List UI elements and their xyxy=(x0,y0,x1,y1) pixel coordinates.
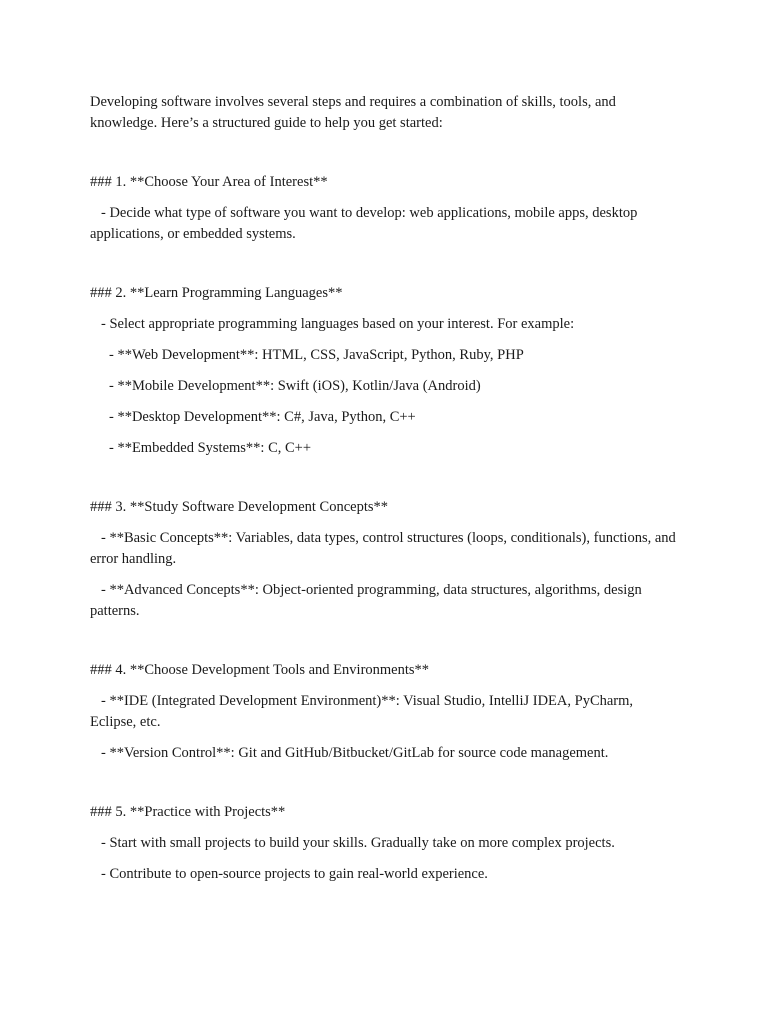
list-item: - **Embedded Systems**: C, C++ xyxy=(109,440,312,456)
section-practice-projects xyxy=(90,802,682,885)
list-item: - **Version Control**: Git and GitHub/Bitbucket/GitLab for source code management. xyxy=(101,745,609,761)
section-heading: ### 3. **Study Software Development Concepts** xyxy=(90,499,389,515)
section-heading: ### 4. **Choose Development Tools and Environments** xyxy=(90,662,430,678)
section-tools-environments xyxy=(90,660,682,764)
section-study-concepts xyxy=(90,497,682,622)
list-item: - Select appropriate programming languages based on your interest. For example: xyxy=(101,316,575,332)
list-item: - Contribute to open-source projects to gain real-world experience. xyxy=(101,866,488,882)
section-heading: ### 5. **Practice with Projects** xyxy=(90,804,286,820)
list-item: - **Web Development**: HTML, CSS, JavaScript, Python, Ruby, PHP xyxy=(109,347,524,363)
list-item: - **Desktop Development**: C#, Java, Python, C++ xyxy=(109,409,416,425)
list-item: - **Basic Concepts**: Variables, data types, control structures (loops, conditionals), functions, and error handling. xyxy=(90,530,676,567)
list-item: - **Advanced Concepts**: Object-oriented programming, data structures, algorithms, design patterns. xyxy=(90,582,642,619)
list-item: - **Mobile Development**: Swift (iOS), Kotlin/Java (Android) xyxy=(109,378,481,394)
section-heading: ### 1. **Choose Your Area of Interest** xyxy=(90,174,328,190)
list-item: - Decide what type of software you want to develop: web applications, mobile apps, desktop applications, or embedded systems. xyxy=(90,205,638,242)
section-learn-languages xyxy=(90,283,682,459)
document-body xyxy=(90,92,682,895)
section-choose-area xyxy=(90,172,682,245)
intro-paragraph: Developing software involves several steps and requires a combination of skills, tools, and knowledge. Here’s a structured guide to help you get started: xyxy=(90,94,616,131)
list-item: - **IDE (Integrated Development Environment)**: Visual Studio, IntelliJ IDEA, PyCharm, Eclipse, etc. xyxy=(90,693,634,730)
list-item: - Start with small projects to build your skills. Gradually take on more complex projects. xyxy=(101,835,615,851)
section-heading: ### 2. **Learn Programming Languages** xyxy=(90,285,343,301)
